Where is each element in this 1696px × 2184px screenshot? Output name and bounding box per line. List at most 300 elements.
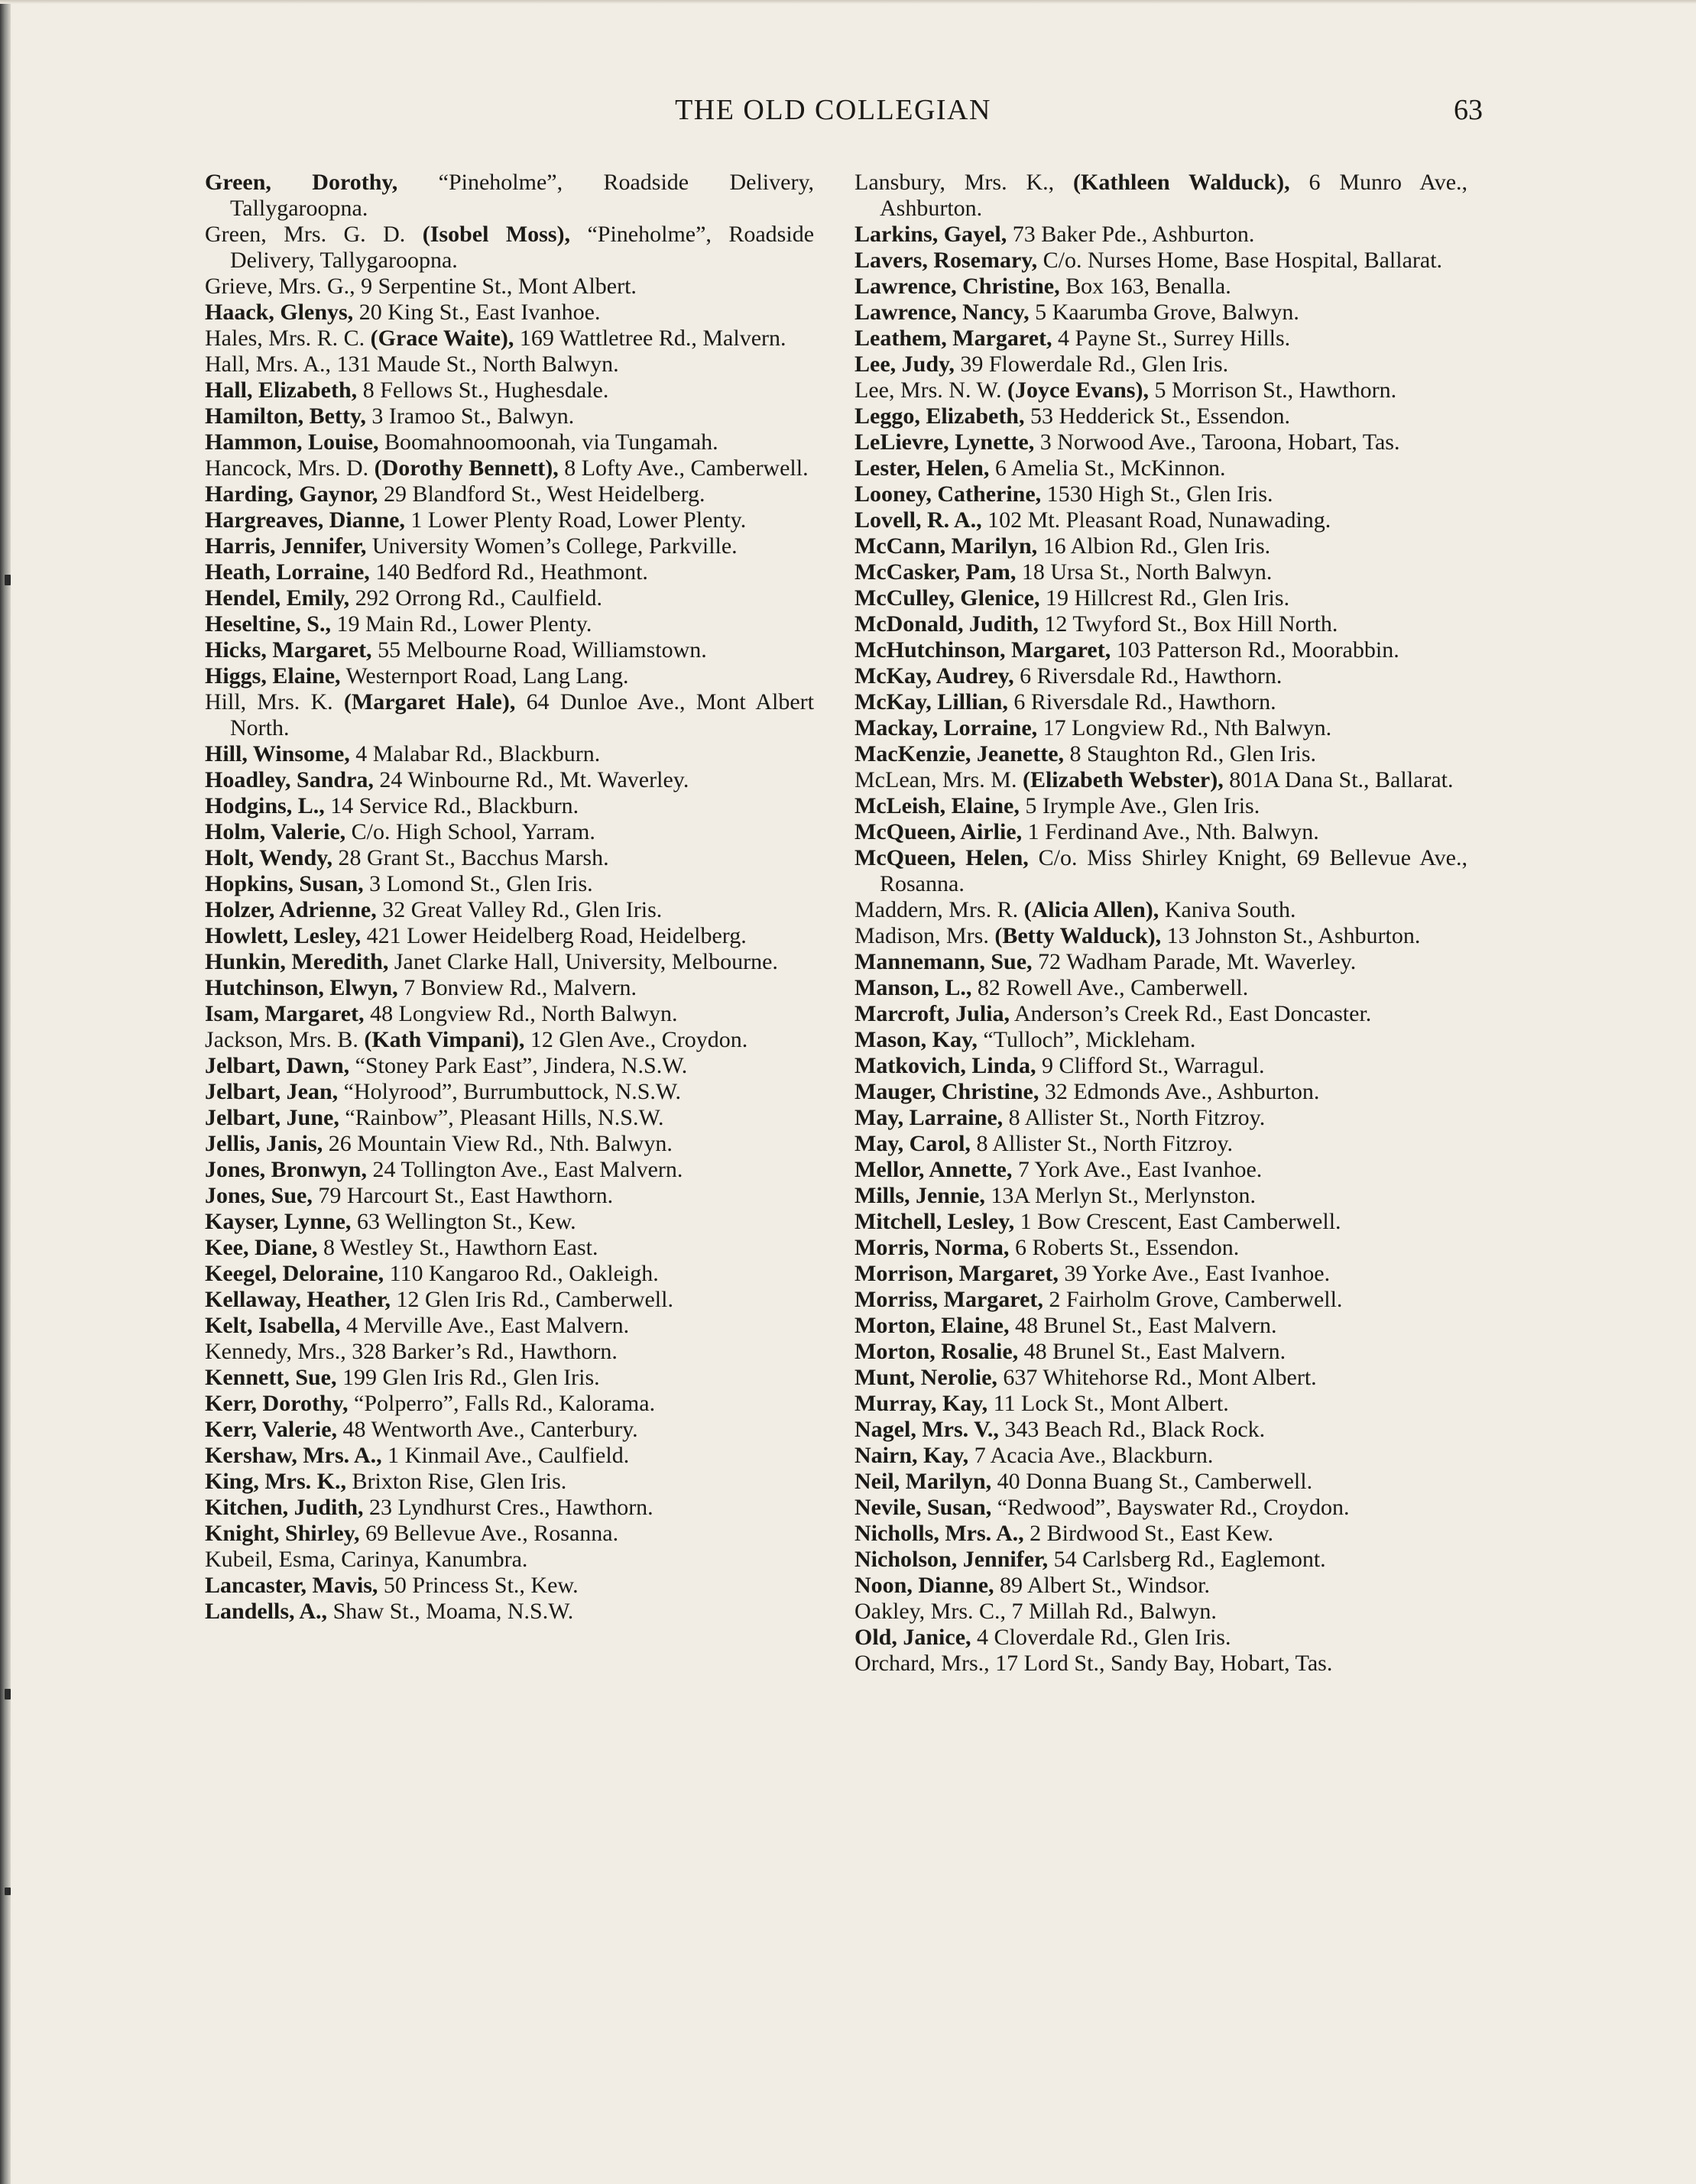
directory-entry [205, 1209, 814, 1235]
directory-entry [854, 455, 1467, 481]
directory-entry [205, 403, 814, 429]
entry-name: Hutchinson, Elwyn, [205, 975, 398, 1000]
entry-name: McLeish, Elaine, [854, 793, 1020, 818]
entry-name: Noon, Dianne, [854, 1573, 994, 1598]
entry-name: Harding, Gaynor, [205, 481, 378, 507]
entry-name: McQueen, Helen, [854, 845, 1029, 870]
directory-entry [854, 378, 1467, 403]
entry-address: 103 Patterson Rd., Moorabbin. [1116, 637, 1399, 663]
entry-name: McKay, Lillian, [854, 689, 1008, 714]
entry-address: 637 Whitehorse Rd., Mont Albert. [1003, 1365, 1317, 1390]
entry-address: 1 Bow Crescent, East Camberwell. [1020, 1209, 1341, 1234]
entry-plain-text: Grieve, Mrs. G., 9 Serpentine St., Mont Albert. [205, 274, 637, 299]
entry-address: “Polperro”, Falls Rd., Kalorama. [354, 1391, 656, 1416]
entry-name: Howlett, Lesley, [205, 923, 362, 948]
entry-name: Haack, Glenys, [205, 300, 354, 325]
entry-name: McDonald, Judith, [854, 611, 1039, 637]
page-top-edge [0, 0, 1696, 4]
directory-entry [205, 741, 814, 767]
entry-name: Jones, Bronwyn, [205, 1157, 367, 1182]
entry-address: 11 Lock St., Mont Albert. [993, 1391, 1229, 1416]
entry-address: 6 Munro Ave., Ashburton. [880, 170, 1468, 221]
directory-entry [205, 1157, 814, 1183]
entry-address: 48 Longview Rd., North Balwyn. [370, 1001, 678, 1026]
entry-address: 39 Flowerdale Rd., Glen Iris. [960, 352, 1229, 377]
entry-name: Hendel, Emily, [205, 585, 350, 611]
directory-entry [854, 1079, 1467, 1105]
entry-name: Mitchell, Lesley, [854, 1209, 1015, 1234]
entry-name: Nairn, Kay, [854, 1443, 969, 1468]
entry-name: Morrison, Margaret, [854, 1261, 1059, 1286]
entry-address: 39 Yorke Ave., East Ivanhoe. [1064, 1261, 1331, 1286]
entry-name: Leathem, Margaret, [854, 326, 1052, 351]
entry-name: Larkins, Gayel, [854, 222, 1007, 247]
entry-address: 48 Brunel St., East Malvern. [1015, 1313, 1277, 1338]
margin-mark [5, 575, 11, 585]
entry-address: “Rainbow”, Pleasant Hills, N.S.W. [345, 1105, 664, 1130]
entry-name: Hall, Elizabeth, [205, 378, 358, 403]
entry-address: 1 Kinmail Ave., Caulfield. [388, 1443, 630, 1468]
entry-name: King, Mrs. K., [205, 1469, 346, 1494]
entry-name: (Grace Waite), [370, 326, 514, 351]
entry-name: (Joyce Evans), [1007, 378, 1149, 403]
running-title: THE OLD COLLEGIAN [675, 94, 991, 126]
entry-name: Kellaway, Heather, [205, 1287, 391, 1312]
entry-plain-text: Kubeil, Esma, Carinya, Kanumbra. [205, 1547, 528, 1572]
entry-address: 8 Westley St., Hawthorn East. [323, 1235, 598, 1260]
entry-name: MacKenzie, Jeanette, [854, 741, 1065, 766]
entry-name: Mellor, Annette, [854, 1157, 1013, 1182]
entry-name: (Kathleen Walduck), [1073, 170, 1290, 195]
entry-address: 343 Beach Rd., Black Rock. [1004, 1417, 1266, 1442]
entry-name: Munt, Nerolie, [854, 1365, 997, 1390]
entry-address: 5 Kaarumba Grove, Balwyn. [1035, 300, 1299, 325]
entry-name: Leggo, Elizabeth, [854, 403, 1025, 429]
entry-address: 8 Allister St., North Fitzroy. [1008, 1105, 1266, 1130]
entry-name: Old, Janice, [854, 1625, 971, 1650]
directory-entry [854, 533, 1467, 559]
entry-address: 1 Lower Plenty Road, Lower Plenty. [410, 507, 747, 533]
entry-name: Jelbart, Jean, [205, 1079, 339, 1104]
directory-entry [205, 897, 814, 923]
entry-address: 50 Princess St., Kew. [383, 1573, 579, 1598]
entry-name: Knight, Shirley, [205, 1521, 360, 1546]
directory-entry [854, 1209, 1467, 1235]
directory-entry [854, 1287, 1467, 1313]
entry-plain-text: Green, Mrs. G. D. [205, 222, 406, 247]
directory-entry [205, 793, 814, 819]
entry-name: Morton, Rosalie, [854, 1339, 1019, 1364]
entry-address: 17 Longview Rd., Nth Balwyn. [1043, 715, 1332, 740]
entry-name: Nevile, Susan, [854, 1495, 992, 1520]
entry-name: Matkovich, Linda, [854, 1053, 1036, 1078]
directory-entry [854, 975, 1467, 1001]
entry-name: Holzer, Adrienne, [205, 897, 377, 922]
directory-entry [205, 1053, 814, 1079]
entry-address: 6 Riversdale Rd., Hawthorn. [1013, 689, 1276, 714]
entry-address: C/o. Miss Shirley Knight, 69 Bellevue Ave., Rosanna. [880, 845, 1467, 896]
directory-entry [854, 1651, 1467, 1677]
entry-name: Hill, Winsome, [205, 741, 350, 766]
entry-address: 421 Lower Heidelberg Road, Heidelberg. [366, 923, 747, 948]
entry-address: 6 Amelia St., McKinnon. [994, 455, 1226, 481]
directory-entry [854, 585, 1467, 611]
directory-entry [205, 689, 814, 741]
entry-name: Kayser, Lynne, [205, 1209, 352, 1234]
page-binding-edge [0, 0, 11, 2184]
directory-entry [854, 1053, 1467, 1079]
entry-name: Morriss, Margaret, [854, 1287, 1043, 1312]
entry-name: Nagel, Mrs. V., [854, 1417, 999, 1442]
entry-address: 53 Hedderick St., Essendon. [1030, 403, 1290, 429]
entry-address: 48 Wentworth Ave., Canterbury. [342, 1417, 638, 1442]
entry-name: May, Larraine, [854, 1105, 1004, 1130]
entry-address: 26 Mountain View Rd., Nth. Balwyn. [328, 1131, 673, 1156]
entry-address: 102 Mt. Pleasant Road, Nunawading. [987, 507, 1331, 533]
entry-name: Hicks, Margaret, [205, 637, 372, 663]
entry-address: C/o. High School, Yarram. [351, 819, 595, 844]
entry-address: “Tulloch”, Mickleham. [983, 1027, 1196, 1052]
directory-entry [205, 1599, 814, 1625]
entry-name: Lawrence, Nancy, [854, 300, 1030, 325]
entry-name: Hopkins, Susan, [205, 871, 364, 896]
entry-plain-text: Oakley, Mrs. C., 7 Millah Rd., Balwyn. [854, 1599, 1217, 1624]
entry-name: Lavers, Rosemary, [854, 248, 1038, 273]
entry-name: Lovell, R. A., [854, 507, 982, 533]
directory-entry [205, 1573, 814, 1599]
directory-entry [854, 793, 1467, 819]
entry-name: Keegel, Deloraine, [205, 1261, 384, 1286]
entry-address: 32 Edmonds Ave., Ashburton. [1044, 1079, 1320, 1104]
entry-address: 199 Glen Iris Rd., Glen Iris. [342, 1365, 600, 1390]
entry-address: 4 Malabar Rd., Blackburn. [355, 741, 601, 766]
entry-address: 69 Bellevue Ave., Rosanna. [365, 1521, 619, 1546]
entry-address: “Pineholme”, Roadside Delivery, Tallygaroopna. [230, 222, 815, 273]
entry-address: 7 Acacia Ave., Blackburn. [974, 1443, 1214, 1468]
entry-name: Jelbart, June, [205, 1105, 339, 1130]
entry-address: Westernport Road, Lang Lang. [345, 663, 629, 689]
directory-entry [854, 559, 1467, 585]
directory-entry [205, 871, 814, 897]
entry-address: 32 Great Valley Rd., Glen Iris. [382, 897, 663, 922]
entry-name: Neil, Marilyn, [854, 1469, 992, 1494]
page-header [0, 93, 1696, 139]
entry-name: Kee, Diane, [205, 1235, 318, 1260]
entry-plain-text: Hill, Mrs. K. [205, 689, 333, 714]
directory-entry [205, 611, 814, 637]
entry-name: Higgs, Elaine, [205, 663, 341, 689]
entry-address: 13 Johnston St., Ashburton. [1166, 923, 1421, 948]
directory-entry [205, 300, 814, 326]
entry-name: Hammon, Louise, [205, 429, 379, 455]
entry-address: 1 Ferdinand Ave., Nth. Balwyn. [1027, 819, 1319, 844]
entry-name: (Margaret Hale), [343, 689, 516, 714]
directory-entry [205, 326, 814, 352]
entry-name: Lester, Helen, [854, 455, 990, 481]
entry-name: Landells, A., [205, 1599, 328, 1624]
directory-entry [205, 378, 814, 403]
entry-address: 40 Donna Buang St., Camberwell. [997, 1469, 1313, 1494]
entry-address: 3 Iramoo St., Balwyn. [371, 403, 575, 429]
entry-address: 82 Rowell Ave., Camberwell. [977, 975, 1249, 1000]
directory-entry [205, 170, 814, 222]
entry-name: Hunkin, Meredith, [205, 949, 389, 974]
entry-name: McQueen, Airlie, [854, 819, 1023, 844]
entry-address: 140 Bedford Rd., Heathmont. [375, 559, 648, 585]
directory-entry [205, 975, 814, 1001]
directory-entry [205, 507, 814, 533]
directory-entry [205, 352, 814, 378]
right-column [854, 170, 1467, 1677]
directory-entry [854, 1547, 1467, 1573]
entry-name: Holm, Valerie, [205, 819, 346, 844]
directory-entry [205, 559, 814, 585]
directory-entry [854, 1339, 1467, 1365]
directory-entry [854, 1391, 1467, 1417]
directory-entry [854, 1261, 1467, 1287]
entry-address: Kaniva South. [1164, 897, 1296, 922]
directory-entry [854, 1573, 1467, 1599]
directory-entry [854, 429, 1467, 455]
entry-name: Morris, Norma, [854, 1235, 1010, 1260]
entry-address: 13A Merlyn St., Merlynston. [991, 1183, 1257, 1208]
directory-entry [205, 1547, 814, 1573]
entry-address: University Women’s College, Parkville. [371, 533, 738, 559]
entry-name: McCasker, Pam, [854, 559, 1017, 585]
entry-address: 6 Roberts St., Essendon. [1014, 1235, 1240, 1260]
entry-address: 7 Bonview Rd., Malvern. [404, 975, 637, 1000]
directory-entry [854, 1599, 1467, 1625]
entry-address: C/o. Nurses Home, Base Hospital, Ballarat. [1043, 248, 1443, 273]
directory-entry [854, 1365, 1467, 1391]
entry-name: (Kath Vimpani), [364, 1027, 525, 1052]
entry-name: Jones, Sue, [205, 1183, 313, 1208]
entry-address: 19 Main Rd., Lower Plenty. [336, 611, 592, 637]
entry-name: Manson, L., [854, 975, 972, 1000]
directory-entry [205, 1027, 814, 1053]
entry-address: 2 Birdwood St., East Kew. [1030, 1521, 1274, 1546]
directory-entry [205, 455, 814, 481]
directory-entry [854, 845, 1467, 897]
entry-address: 110 Kangaroo Rd., Oakleigh. [389, 1261, 659, 1286]
entry-address: 5 Morrison St., Hawthorn. [1154, 378, 1397, 403]
entry-plain-text: Madison, Mrs. [854, 923, 989, 948]
directory-entry [854, 1417, 1467, 1443]
entry-plain-text: McLean, Mrs. M. [854, 767, 1017, 792]
entry-address: Box 163, Benalla. [1065, 274, 1231, 299]
directory-entry [854, 326, 1467, 352]
directory-entry [205, 949, 814, 975]
directory-entry [205, 1339, 814, 1365]
directory-entry [205, 429, 814, 455]
entry-address: 24 Winbourne Rd., Mt. Waverley. [379, 767, 689, 792]
entry-address: 169 Wattletree Rd., Malvern. [519, 326, 786, 351]
entry-address: 20 King St., East Ivanhoe. [358, 300, 601, 325]
entry-address: 8 Allister St., North Fitzroy. [976, 1131, 1233, 1156]
directory-entry [854, 507, 1467, 533]
entry-address: 8 Lofty Ave., Camberwell. [564, 455, 809, 481]
directory-entry [854, 1183, 1467, 1209]
entry-name: Hamilton, Betty, [205, 403, 366, 429]
entry-name: Green, Dorothy, [205, 170, 398, 195]
directory-entry [854, 1443, 1467, 1469]
directory-entry [854, 663, 1467, 689]
entry-name: Lawrence, Christine, [854, 274, 1060, 299]
directory-entry [205, 1131, 814, 1157]
entry-name: Mannemann, Sue, [854, 949, 1033, 974]
directory-entry [854, 897, 1467, 923]
entry-name: Mills, Jennie, [854, 1183, 985, 1208]
entry-address: 9 Clifford St., Warragul. [1042, 1053, 1265, 1078]
directory-entry [205, 1261, 814, 1287]
directory-entry [205, 1079, 814, 1105]
margin-mark [5, 1689, 11, 1700]
entry-name: May, Carol, [854, 1131, 971, 1156]
entry-address: Anderson’s Creek Rd., East Doncaster. [1013, 1001, 1372, 1026]
directory-entry [205, 923, 814, 949]
entry-name: Hoadley, Sandra, [205, 767, 374, 792]
entry-name: (Alicia Allen), [1023, 897, 1159, 922]
entry-name: Marcroft, Julia, [854, 1001, 1010, 1026]
entry-address: 12 Glen Iris Rd., Camberwell. [396, 1287, 673, 1312]
entry-address: 29 Blandford St., West Heidelberg. [383, 481, 705, 507]
entry-name: Kitchen, Judith, [205, 1495, 364, 1520]
entry-address: 3 Norwood Ave., Taroona, Hobart, Tas. [1039, 429, 1400, 455]
directory-entry [205, 1469, 814, 1495]
directory-entry [854, 300, 1467, 326]
directory-entry [854, 819, 1467, 845]
entry-plain-text: Lansbury, Mrs. K., [854, 170, 1055, 195]
directory-entry [205, 845, 814, 871]
entry-address: 5 Irymple Ave., Glen Iris. [1025, 793, 1260, 818]
directory-entry [205, 1105, 814, 1131]
entry-address: 64 Dunloe Ave., Mont Albert North. [230, 689, 814, 740]
directory-entry [854, 352, 1467, 378]
directory-entry [854, 403, 1467, 429]
entry-address: Janet Clarke Hall, University, Melbourne. [394, 949, 778, 974]
entry-name: McCulley, Glenice, [854, 585, 1040, 611]
directory-entry [854, 611, 1467, 637]
entry-address: “Redwood”, Bayswater Rd., Croydon. [997, 1495, 1350, 1520]
entry-address: 23 Lyndhurst Cres., Hawthorn. [369, 1495, 653, 1520]
entry-name: Lancaster, Mavis, [205, 1573, 378, 1598]
entry-plain-text: Lee, Mrs. N. W. [854, 378, 1002, 403]
entry-name: Kennett, Sue, [205, 1365, 337, 1390]
entry-plain-text: Hancock, Mrs. D. [205, 455, 369, 481]
directory-entry [854, 923, 1467, 949]
directory-entry [854, 767, 1467, 793]
entry-address: 4 Payne St., Surrey Hills. [1058, 326, 1291, 351]
entry-name: Isam, Margaret, [205, 1001, 365, 1026]
entry-address: 3 Lomond St., Glen Iris. [369, 871, 593, 896]
directory-entry [854, 689, 1467, 715]
entry-name: (Betty Walduck), [994, 923, 1162, 948]
directory-entry [205, 1235, 814, 1261]
entry-address: 292 Orrong Rd., Caulfield. [355, 585, 602, 611]
entry-name: McCann, Marilyn, [854, 533, 1038, 559]
entry-plain-text: Maddern, Mrs. R. [854, 897, 1019, 922]
directory-entry [854, 274, 1467, 300]
directory-entry [854, 1313, 1467, 1339]
directory-entry [205, 1001, 814, 1027]
directory-entry [854, 1105, 1467, 1131]
directory-entry [854, 949, 1467, 975]
entry-plain-text: Orchard, Mrs., 17 Lord St., Sandy Bay, Hobart, Tas. [854, 1651, 1333, 1676]
entry-name: Holt, Wendy, [205, 845, 332, 870]
entry-plain-text: Kennedy, Mrs., 328 Barker’s Rd., Hawthorn. [205, 1339, 618, 1364]
entry-name: McHutchinson, Margaret, [854, 637, 1111, 663]
entry-address: 72 Wadham Parade, Mt. Waverley. [1038, 949, 1357, 974]
directory-entry [205, 819, 814, 845]
directory-entry [854, 715, 1467, 741]
directory-entry [854, 1131, 1467, 1157]
entry-plain-text: Jackson, Mrs. B. [205, 1027, 358, 1052]
entry-address: 12 Glen Ave., Croydon. [530, 1027, 748, 1052]
left-column [205, 170, 814, 1625]
entry-address: 19 Hillcrest Rd., Glen Iris. [1045, 585, 1290, 611]
page-number: 63 [1454, 94, 1483, 126]
directory-entry [205, 767, 814, 793]
entry-name: Heath, Lorraine, [205, 559, 370, 585]
entry-address: 28 Grant St., Bacchus Marsh. [338, 845, 609, 870]
directory-entry [854, 481, 1467, 507]
entry-address: 54 Carlsberg Rd., Eaglemont. [1053, 1547, 1326, 1572]
directory-entry [205, 222, 814, 274]
entry-address: 48 Brunel St., East Malvern. [1023, 1339, 1286, 1364]
entry-address: 18 Ursa St., North Balwyn. [1021, 559, 1273, 585]
entry-address: 12 Twyford St., Box Hill North. [1044, 611, 1338, 637]
entry-name: Heseltine, S., [205, 611, 331, 637]
entry-name: Murray, Kay, [854, 1391, 988, 1416]
entry-name: Mackay, Lorraine, [854, 715, 1038, 740]
directory-entry [205, 1521, 814, 1547]
directory-entry [854, 1521, 1467, 1547]
directory-entry [205, 1391, 814, 1417]
directory-entry [205, 585, 814, 611]
directory-entry [854, 741, 1467, 767]
entry-address: Shaw St., Moama, N.S.W. [332, 1599, 574, 1624]
directory-entry [205, 481, 814, 507]
directory-entry [205, 1417, 814, 1443]
entry-name: Hargreaves, Dianne, [205, 507, 405, 533]
margin-mark [5, 1888, 11, 1895]
directory-entry [205, 1365, 814, 1391]
entry-name: (Isobel Moss), [422, 222, 571, 247]
entry-address: 1530 High St., Glen Iris. [1046, 481, 1273, 507]
directory-entry [205, 1287, 814, 1313]
entry-address: 4 Merville Ave., East Malvern. [346, 1313, 630, 1338]
directory-entry [854, 1157, 1467, 1183]
directory-entry [205, 1313, 814, 1339]
entry-address: 16 Albion Rd., Glen Iris. [1043, 533, 1271, 559]
entry-address: 7 York Ave., East Ivanhoe. [1017, 1157, 1263, 1182]
entry-name: Kershaw, Mrs. A., [205, 1443, 382, 1468]
entry-name: Jellis, Janis, [205, 1131, 323, 1156]
entry-name: Kerr, Dorothy, [205, 1391, 349, 1416]
entry-plain-text: Hall, Mrs. A., 131 Maude St., North Balwyn. [205, 352, 619, 377]
directory-entry [205, 1495, 814, 1521]
directory-entry [854, 248, 1467, 274]
entry-address: 14 Service Rd., Blackburn. [330, 793, 579, 818]
entry-address: Brixton Rise, Glen Iris. [352, 1469, 567, 1494]
directory-entry [854, 637, 1467, 663]
directory-entry [205, 1183, 814, 1209]
directory-entry [205, 663, 814, 689]
entry-name: LeLievre, Lynette, [854, 429, 1035, 455]
directory-entry [854, 1027, 1467, 1053]
entry-address: 79 Harcourt St., East Hawthorn. [318, 1183, 614, 1208]
directory-entry [205, 637, 814, 663]
